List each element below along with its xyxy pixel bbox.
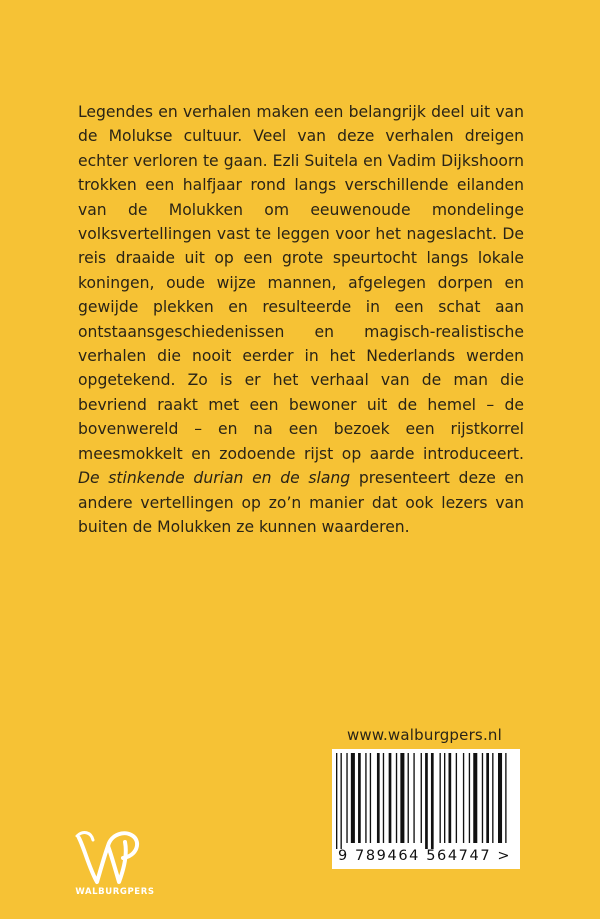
barcode-bar bbox=[486, 753, 489, 843]
barcode-bar bbox=[370, 753, 371, 843]
walburgpers-logo-icon bbox=[75, 828, 141, 886]
barcode-bar bbox=[413, 753, 414, 843]
barcode-bars bbox=[332, 749, 520, 849]
barcode-bar bbox=[444, 753, 445, 843]
publisher-website: www.walburgpers.nl bbox=[346, 726, 502, 744]
barcode-bar bbox=[351, 753, 355, 843]
barcode-bar bbox=[421, 753, 422, 843]
barcode-bar bbox=[456, 753, 457, 843]
barcode-bar bbox=[431, 753, 434, 849]
barcode-bar bbox=[492, 753, 493, 843]
barcode-bar bbox=[505, 753, 506, 843]
isbn-number: 9 789464 564747 > bbox=[338, 848, 512, 864]
barcode-bar bbox=[383, 753, 384, 843]
back-cover-blurb bbox=[78, 100, 524, 539]
blurb-text-part1: Legendes en verhalen maken een belangrijk deel uit van de Molukse cultuur. Veel van deze verhalen dreigen echter verloren te gaan. Ezli Suitela en Vadim Dijkshoorn trokken een halfjaar rond langs verschillende eilanden van de Molukken om eeuwenoude mondelinge volksvertellingen vast te leggen voor het nageslacht. De reis draaide uit op een grote speurtocht langs lokale koningen, oude wijze mannen, afgelegen dorpen en gewijde plekken en resulteerde in een schat aan ontstaansgeschiedenissen en magisch-realistische verhalen die nooit eerder in het Nederlands werden opgetekend. Zo is er het verhaal van de man die bevriend raakt met een bewoner uit de hemel – de bovenwereld – en na een bezoek een rijstkorrel meesmokkelt en zodoende rijst op aarde introduceert. bbox=[78, 103, 524, 463]
barcode-bar bbox=[346, 753, 347, 843]
barcode-bar bbox=[440, 753, 441, 843]
barcode-bar bbox=[358, 753, 361, 843]
barcode-bar bbox=[469, 753, 470, 843]
book-title-italic: De stinkende durian en de slang bbox=[78, 469, 351, 488]
barcode-bar bbox=[396, 753, 397, 843]
barcode-bar bbox=[365, 753, 366, 843]
publisher-name: WALBURGPERS bbox=[75, 887, 155, 897]
barcode-bar bbox=[389, 753, 392, 843]
barcode-bar bbox=[408, 753, 409, 843]
barcode-bar bbox=[463, 753, 464, 843]
barcode-bar bbox=[400, 753, 404, 843]
barcode-bar bbox=[425, 753, 428, 849]
barcode-bar bbox=[473, 753, 477, 843]
barcode-bar bbox=[377, 753, 380, 843]
barcode-bar bbox=[482, 753, 483, 843]
blurb-text-part2: presenteert deze en andere vertellingen op zo’n manier dat ook lezers van buiten de Molukken ze kunnen waarderen. bbox=[78, 469, 524, 536]
barcode-bar bbox=[498, 753, 502, 843]
barcode-bar bbox=[449, 753, 452, 843]
barcode-bar bbox=[341, 753, 342, 849]
barcode-bar bbox=[336, 753, 337, 849]
